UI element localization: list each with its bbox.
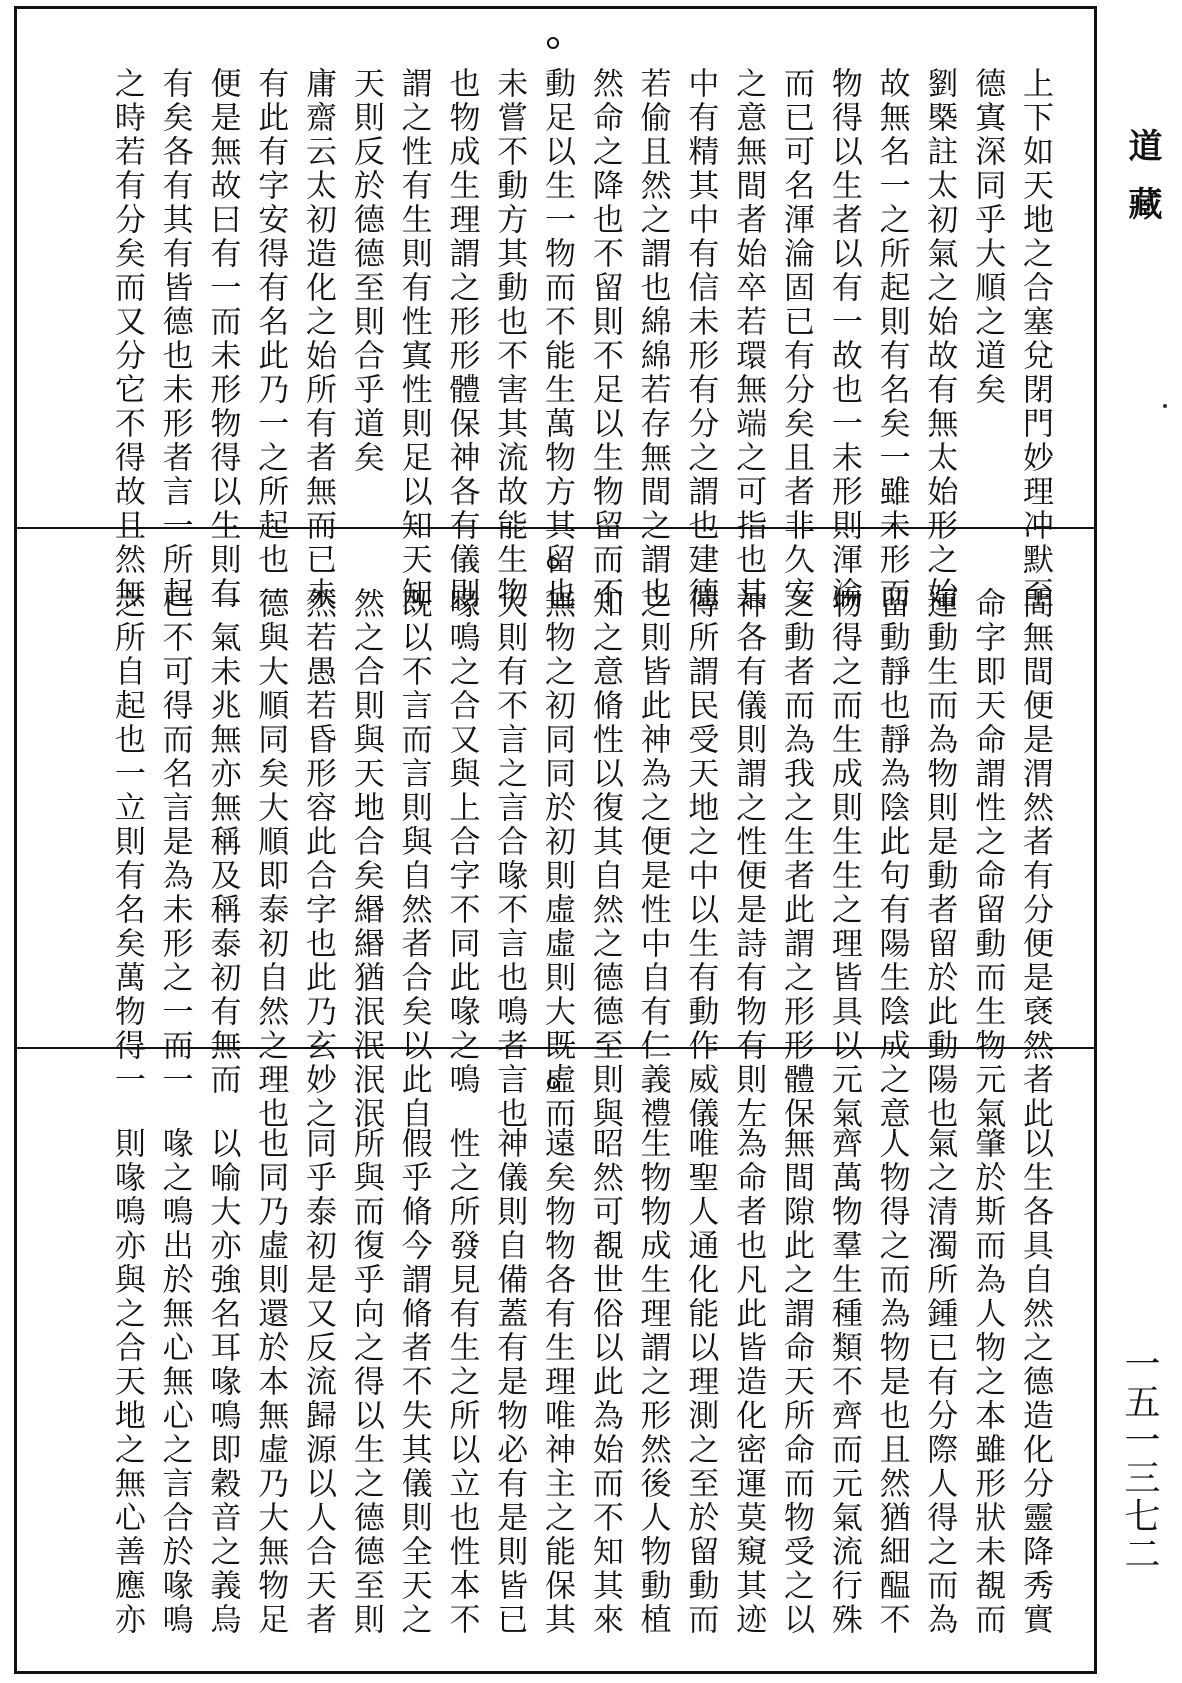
text-column: 也物成生理謂之形形體保神各有儀則: [443, 67, 480, 611]
text-column: 德與大順同矣大順即泰初自然之理也: [252, 587, 289, 1131]
text-column: 神各有儀則謂之性便是詩有物有則左: [730, 587, 767, 1131]
text-column: 劉槩註太初氣之始故有無太始形之始: [921, 67, 958, 611]
text-column: 喙鳴之合又與上合字不同此喙之鳴: [443, 587, 480, 1097]
circle-mark-icon: [547, 37, 559, 49]
text-column: 然之合則與天地合矣緡緡猶泯泯泯泯: [347, 587, 384, 1131]
text-column: 之時若有分矣而又分它不得故且然無: [108, 67, 145, 611]
text-column: 若偷且然之謂也綿綿若存無間之謂也: [634, 67, 671, 611]
text-column: 便是無故曰有一而未形物得以生則有: [204, 67, 241, 611]
text-column: 然命之降也不留則不足以生物留而不: [586, 67, 623, 611]
text-column: 無物之初同同於初則虛虛則大既虛而: [539, 587, 576, 1131]
text-column: 之則皆此神為之便是性中自有仁義禮: [634, 587, 671, 1131]
text-panel-3: [17, 1049, 1094, 1671]
text-column: 也同乃虛則還於本無虛乃大無物足: [252, 1127, 289, 1637]
text-column: 傳所謂民受天地之中以生有動作威儀: [682, 587, 719, 1131]
page-frame: [14, 6, 1097, 1674]
text-column: 齊萬物羣生種類不齊而元氣流行殊: [825, 1127, 862, 1637]
text-column: 有矣各有其有皆德也未形者言一所起: [156, 67, 193, 611]
text-column: 物得之而生成則生生之理皆具以元氣: [825, 587, 862, 1131]
text-column: 肇於斯而為人物之本雖形狀未覩而: [969, 1127, 1006, 1637]
text-column: 生物物成生理謂之形然後人物動植: [634, 1127, 671, 1637]
text-column: 知之意脩性以復其自然之德德至則與: [586, 587, 623, 1131]
text-column: 氣之清濁所鍾已有分際人得之而為: [921, 1127, 958, 1637]
text-column: 之意無間者始卒若環無端之可指也其: [730, 67, 767, 611]
text-column: 上下如天地之合塞兌閉門妙理冲默至: [1017, 67, 1053, 611]
text-column: 已不可得而名言是為未形之一而一: [156, 587, 193, 1097]
text-column: 以生各具自然之德造化分靈降秀實: [1017, 1127, 1053, 1637]
circle-mark-icon: [547, 1077, 559, 1089]
text-column: 庸齋云太初造化之始所有者無而已未: [300, 67, 337, 611]
text-column: 昭然可覩世俗以此為始而不知其來: [586, 1127, 623, 1637]
text-column: 中有精其中有信未形有分之謂也建德: [682, 67, 719, 611]
text-panel-2: [17, 529, 1094, 1131]
text-column: 留動靜也靜為陰此句有陽生陰成之意: [873, 587, 910, 1131]
page-number: 一五一三七二: [1119, 1345, 1160, 1573]
text-column: 無間隙此之謂命天所命而物受之以: [778, 1127, 815, 1637]
text-column: 性之所發見有生之所以立也性本不: [443, 1127, 480, 1637]
collection-title: 道藏: [1122, 128, 1162, 244]
margin-dot: [1163, 404, 1167, 408]
text-panel-1: [17, 9, 1094, 611]
text-column: 故無名一之所起則有名矣一雖未形而: [873, 67, 910, 611]
text-column: 然若愚若昏形容此合字也此乃玄妙之: [300, 587, 337, 1131]
text-column: 假乎脩今謂脩者不失其儀則全天之: [395, 1127, 432, 1637]
text-column: 之所自起也一立則有名矣萬物得一: [108, 587, 145, 1097]
text-column: 唯聖人通化能以理測之至於留動而: [682, 1127, 719, 1637]
text-column: 而已可名渾淪固已有分矣且者非久安: [778, 67, 815, 611]
text-column: 神儀則自備蓋有是物必有是則皆已: [491, 1127, 528, 1637]
text-column: 有此有字安得有名此乃一之所起也一: [252, 67, 289, 611]
text-column: 以喻大亦強名耳喙鳴即穀音之義烏: [204, 1127, 241, 1637]
text-column: 命字即天命謂性之命留動而生物元氣: [969, 587, 1006, 1131]
text-column: 則喙鳴亦與之合天地之無心善應亦: [108, 1127, 145, 1637]
text-column: 既以不言而言則與自然者合矣以此自: [395, 587, 432, 1131]
text-column: 動足以生一物而不能生萬物方其留也: [539, 67, 576, 611]
text-column: 運動生而為物則是動者留於此動陽也: [921, 587, 958, 1131]
text-column: 喙之鳴出於無心無心之言合於喙鳴: [156, 1127, 193, 1637]
text-column: 大則有不言之言合喙不言也鳴者言也: [491, 587, 528, 1131]
text-column: 謂之性有生則有性寘性則足以知天知: [395, 67, 432, 611]
text-column: 為命者也凡此皆造化密運莫窺其迹: [730, 1127, 767, 1637]
text-column: 德寘深同乎大順之道矣: [969, 67, 1006, 407]
text-column: 所與而復乎向之得以生之德德至則: [347, 1127, 384, 1637]
text-column: 遠矣物物各有生理唯神主之能保其: [539, 1127, 576, 1637]
text-column: 物得以生者以有一故也一未形則渾淪: [825, 67, 862, 611]
text-column: 間無間便是渭然者有分便是褎然者此: [1017, 587, 1053, 1131]
circle-mark-icon: [547, 557, 559, 569]
text-column: 天則反於德德至則合乎道矣: [347, 67, 384, 475]
text-column: 未嘗不動方其動也不害其流故能生物: [491, 67, 528, 611]
text-column: 同乎泰初是又反流歸源以人合天者: [300, 1127, 337, 1637]
text-columns-3: [102, 1127, 1058, 1637]
text-column: 之動者而為我之生者此謂之形形體保: [778, 587, 815, 1131]
text-column: 一氣未兆無亦無稱及稱泰初有無而: [204, 587, 241, 1097]
text-column: 人物得之而為物是也且然猶細醖不: [873, 1127, 910, 1637]
